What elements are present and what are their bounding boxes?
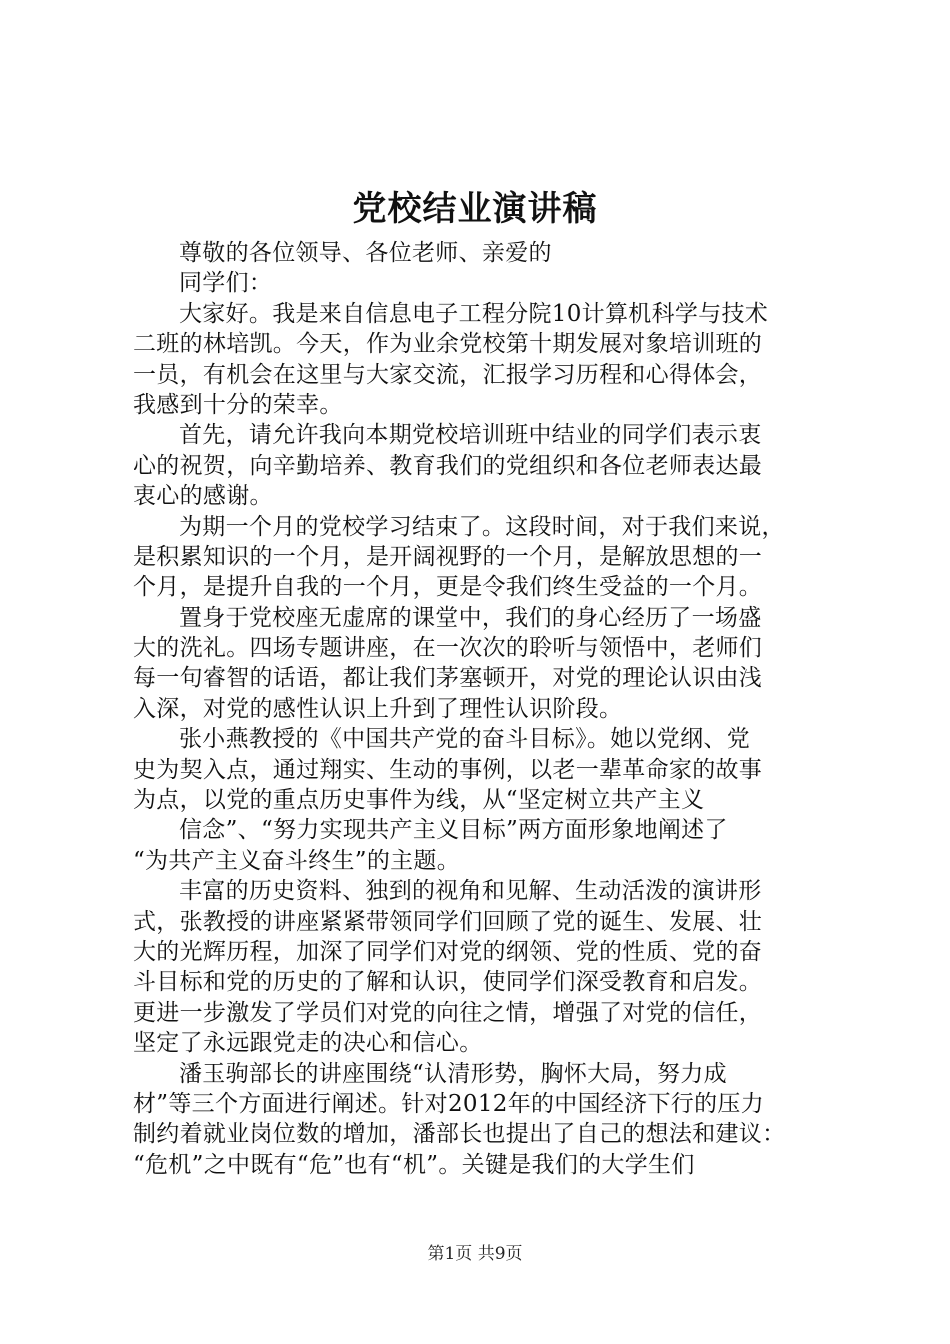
text-line: 大的洗礼。四场专题讲座，在一次次的聆听与领悟中，老师们 [133, 635, 763, 662]
text-line: 式，张教授的讲座紧紧带领同学们回顾了党的诞生、发展、壮 [133, 908, 763, 935]
text-line: 衷心的感谢。 [133, 483, 273, 510]
text-line: 入深，对党的感性认识上升到了理性认识阶段。 [133, 695, 623, 722]
text-line: 尊敬的各位领导、各位老师、亲爱的 [179, 240, 552, 266]
text-line: 制约着就业岗位数的增加，潘部长也提出了自己的想法和建议： [133, 1121, 786, 1148]
text-line: 史为契入点，通过翔实、生动的事例，以老一辈革命家的故事 [133, 756, 763, 783]
text-line: 是积累知识的一个月，是开阔视野的一个月，是解放思想的一 [133, 543, 763, 570]
text-line: 心的祝贺，向辛勤培养、教育我们的党组织和各位老师表达最 [133, 452, 763, 479]
text-line: 二班的林培凯。今天，作为业余党校第十期发展对象培训班的 [133, 331, 763, 358]
text-line: 首先，请允许我向本期党校培训班中结业的同学们表示衷 [179, 422, 762, 449]
page-footer: 第1页 共9页 [427, 1244, 523, 1264]
text-line: 个月，是提升自我的一个月，更是令我们终生受益的一个月。 [133, 574, 763, 601]
text-line: 我感到十分的荣幸。 [133, 391, 343, 418]
text-line: 丰富的历史资料、独到的视角和见解、生动活泼的演讲形 [179, 878, 762, 905]
text-line: 置身于党校座无虚席的课堂中，我们的身心经历了一场盛 [179, 604, 762, 631]
text-line: 材”等三个方面进行阐述。针对2012年的中国经济下行的压力 [133, 1090, 764, 1117]
text-line: 更进一步激发了学员们对党的向往之情，增强了对党的信任， [133, 999, 763, 1026]
text-line: 每一句睿智的话语，都让我们茅塞顿开，对党的理论认识由浅 [133, 665, 763, 692]
document-body [133, 238, 833, 1180]
text-line: 坚定了永远跟党走的决心和信心。 [133, 1030, 483, 1057]
text-line: 斗目标和党的历史的了解和认识，使同学们深受教育和启发。 [133, 969, 763, 996]
text-line: “为共产主义奋斗终生”的主题。 [133, 847, 461, 874]
text-line: 信念”、“努力实现共产主义目标”两方面形象地阐述了 [179, 817, 728, 844]
text-line: 为期一个月的党校学习结束了。这段时间，对于我们来说， [179, 513, 785, 540]
text-line: “危机”之中既有“危”也有“机”。关键是我们的大学生们 [133, 1151, 695, 1178]
text-line: 潘玉驹部长的讲座围绕“认清形势，胸怀大局，努力成 [179, 1060, 727, 1087]
text-line: 大家好。我是来自信息电子工程分院10计算机科学与技术 [179, 300, 769, 327]
document-title: 党校结业演讲稿 [352, 189, 598, 229]
text-line: 同学们： [179, 270, 273, 297]
text-line: 张小燕教授的《中国共产党的奋斗目标》。她以党纲、党 [179, 726, 750, 753]
text-line: 大的光辉历程，加深了同学们对党的纲领、党的性质、党的奋 [133, 938, 763, 965]
text-line: 为点，以党的重点历史事件为线，从“坚定树立共产主义 [133, 787, 705, 814]
text-line: 一员，有机会在这里与大家交流，汇报学习历程和心得体会， [133, 361, 763, 388]
